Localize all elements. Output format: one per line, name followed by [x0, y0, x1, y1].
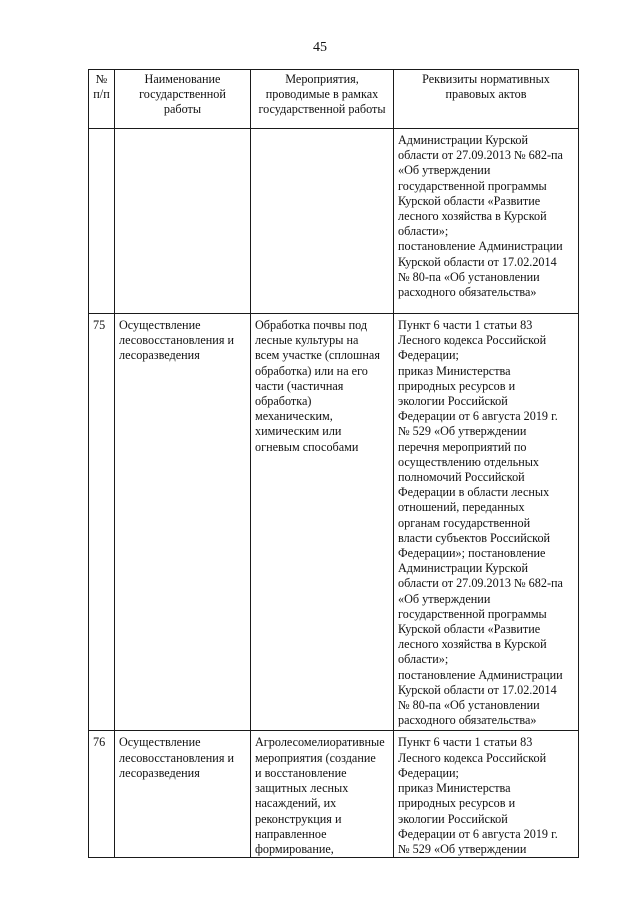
row-legal-acts: Администрации Курской области от 27.09.2013 № 682-па «Об утверждении государственной программы Курской области «Развитие лесного хозяйства в Курской области»; постановление Администрации Курской области от 17.02.2014 № 80-па «Об установлении расходного обязательства» [394, 129, 579, 314]
header-activities: Мероприятия, проводимые в рамках государственной работы [251, 70, 394, 129]
row-number: 75 [89, 314, 115, 731]
header-number: № п/п [89, 70, 115, 129]
header-row [89, 70, 579, 129]
row-activities: Обработка почвы под лесные культуры на всем участке (сплошная обработка) или на его части (частичная обработка) механическим, химическим или огневым способами [251, 314, 394, 731]
row-number [89, 129, 115, 314]
regulatory-acts-table [88, 69, 579, 858]
row-legal-acts: Пункт 6 части 1 статьи 83 Лесного кодекса Российской Федерации; приказ Министерства природных ресурсов и экологии Российской Федерации от 6 августа 2019 г. № 529 «Об утверждении перечня мероприятий по осуществлению отдельных полномочий Российской Федерации в области лесных отношений, переданных органам государственной власти субъектов Российской Федерации»; постановление Администрации Курской области от 27.09.2013 № 682-па «Об утверждении государственной программы Курской области «Развитие лесного хозяйства в Курской области»; постановление Администрации Курской области от 17.02.2014 № 80-па «Об установлении расходного обязательства» [394, 314, 579, 731]
row-activities [251, 129, 394, 314]
row-work-name: Осуществление лесовосстановления и лесоразведения [115, 314, 251, 731]
row-legal-acts: Пункт 6 части 1 статьи 83 Лесного кодекса Российской Федерации; приказ Министерства природных ресурсов и экологии Российской Федерации от 6 августа 2019 г. № 529 «Об утверждении [394, 731, 579, 858]
table-body [89, 129, 579, 858]
table-row [89, 314, 579, 731]
table-row [89, 129, 579, 314]
row-work-name: Осуществление лесовосстановления и лесоразведения [115, 731, 251, 858]
page-number: 45 [313, 40, 327, 55]
row-activities: Агролесомелиоративные мероприятия (создание и восстановление защитных лесных насаждений, их реконструкция и направленное формирование, [251, 731, 394, 858]
header-work-name: Наименование государственной работы [115, 70, 251, 129]
row-work-name [115, 129, 251, 314]
row-number: 76 [89, 731, 115, 858]
table-header [89, 70, 579, 129]
header-legal-acts: Реквизиты нормативных правовых актов [394, 70, 579, 129]
table-row [89, 731, 579, 858]
